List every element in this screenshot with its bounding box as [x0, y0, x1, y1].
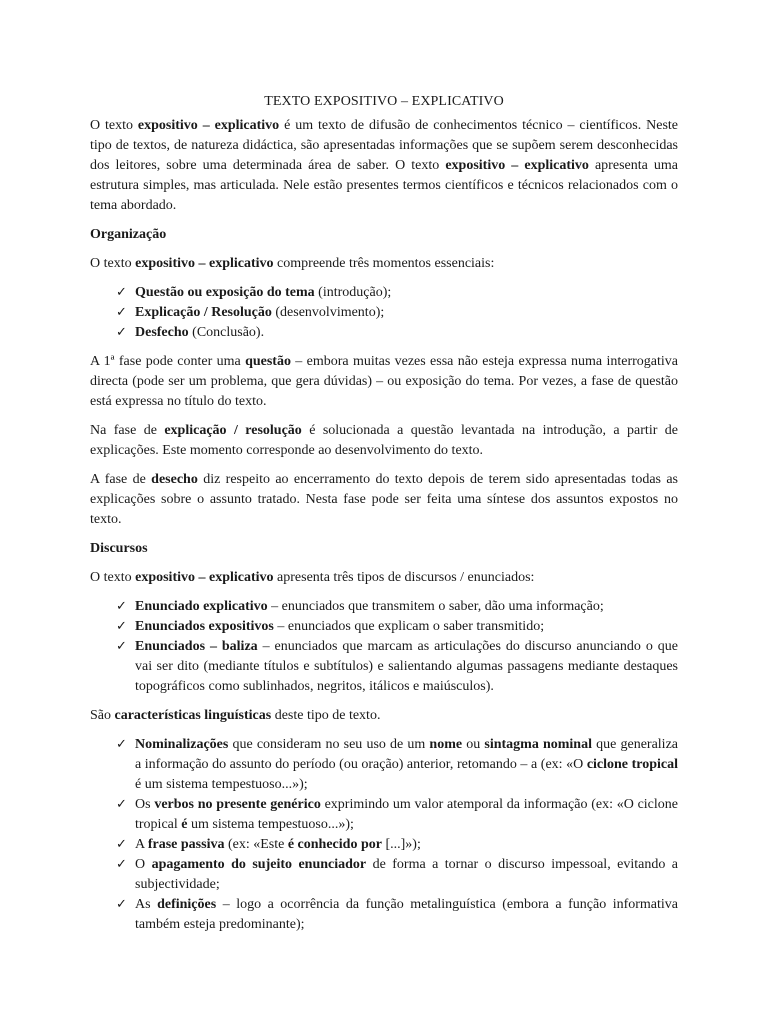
list-item	[90, 637, 678, 697]
text-run: deste tipo de texto.	[271, 708, 381, 723]
bold-term: expositivo – explicativo	[445, 158, 589, 173]
text-run: (desenvolvimento);	[271, 305, 385, 320]
fase1-paragraph	[90, 352, 678, 412]
text-run: – enunciados que explicam o saber transmitido;	[273, 619, 545, 634]
organizacao-list	[90, 283, 678, 343]
bold-term: Desfecho	[135, 325, 189, 340]
fase3-paragraph	[90, 470, 678, 530]
bold-term: Questão ou exposição do tema	[135, 285, 315, 300]
list-item	[90, 323, 678, 343]
bold-term: explicação / resolução	[164, 423, 302, 438]
bold-term: definições	[157, 897, 217, 912]
text-run: A 1ª fase pode conter uma	[90, 354, 246, 369]
text-run: – enunciados que marcam as articulações do discurso anunciando o que vai ser dito (mediante títulos e subtítulos) e salientando algumas passagens mediante destaques topográficos como sublinhados, negritos, itálicos e maiúsculos).	[135, 639, 678, 694]
text-run: é solucionada a questão levantada na introdução, a partir de explicações. Este momento corresponde ao desenvolvimento do texto.	[90, 423, 679, 458]
checkmark-icon: ✓	[116, 857, 127, 872]
bold-term: sintagma nominal	[484, 737, 592, 752]
discursos-lead	[90, 568, 678, 588]
discursos-list	[90, 597, 678, 697]
bold-term: características linguísticas	[114, 708, 272, 723]
text-run: Os	[135, 797, 155, 812]
text-run: A	[135, 837, 148, 852]
caracteristicas-lead	[90, 706, 678, 726]
bold-term: expositivo – explicativo	[135, 256, 274, 271]
text-run: O texto	[90, 256, 136, 271]
text-run: ou	[462, 737, 485, 752]
bold-term: Enunciado explicativo	[135, 599, 268, 614]
intro-paragraph	[90, 116, 678, 216]
checkmark-icon: ✓	[116, 285, 127, 300]
bold-term: é conhecido por	[287, 837, 382, 852]
text-run: – enunciados que transmitem o saber, dão uma informação;	[267, 599, 604, 614]
text-run: As	[135, 897, 158, 912]
list-item	[90, 835, 678, 855]
checkmark-icon: ✓	[116, 599, 127, 614]
section-heading-discursos: Discursos	[90, 541, 148, 556]
list-item	[90, 735, 678, 795]
list-item	[90, 895, 678, 935]
text-run: um sistema tempestuoso...»);	[187, 817, 354, 832]
list-item	[90, 283, 678, 303]
bold-term: frase passiva	[147, 837, 225, 852]
document-title: TEXTO EXPOSITIVO – EXPLICATIVO	[264, 94, 504, 109]
text-run: O	[135, 857, 152, 872]
checkmark-icon: ✓	[116, 325, 127, 340]
text-run: é um sistema tempestuoso...»);	[135, 777, 308, 792]
bold-term: apagamento do sujeito enunciador	[151, 857, 367, 872]
bold-term: Nominalizações	[135, 737, 229, 752]
bold-term: Enunciados expositivos	[135, 619, 274, 634]
caracteristicas-list	[90, 735, 678, 935]
checkmark-icon: ✓	[116, 639, 127, 654]
text-run: Na fase de	[90, 423, 165, 438]
text-run: – embora muitas vezes essa não esteja expressa numa interrogativa directa (pode ser um problema, que gera dúvidas) – ou exposição do tema. Por vezes, a fase de questão está expressa no título do texto.	[90, 354, 678, 409]
bold-term: é	[181, 817, 188, 832]
bold-term: Explicação / Resolução	[135, 305, 272, 320]
text-run: (Conclusão).	[188, 325, 265, 340]
text-run: apresenta uma estrutura simples, mas articulada. Nele estão presentes termos científicos e técnicos relacionados com o tema abordado.	[90, 158, 678, 213]
checkmark-icon: ✓	[116, 797, 127, 812]
text-run: A fase de	[90, 472, 152, 487]
text-run: O texto	[90, 570, 136, 585]
bold-term: expositivo – explicativo	[135, 570, 274, 585]
text-run: exprimindo um valor atemporal da informação (ex: «O ciclone tropical	[135, 797, 678, 832]
list-item	[90, 795, 678, 835]
text-run: diz respeito ao encerramento do texto depois de terem sido apresentadas todas as explicações sobre o assunto tratado. Nesta fase pode ser feita uma síntese dos assuntos expostos no texto.	[90, 472, 678, 527]
bold-term: desecho	[151, 472, 198, 487]
text-run: O texto	[90, 118, 138, 133]
bold-term: questão	[245, 354, 291, 369]
bold-term: verbos no presente genérico	[154, 797, 321, 812]
section-heading-organizacao: Organização	[90, 227, 167, 242]
list-item	[90, 617, 678, 637]
text-run: – logo a ocorrência da função metalinguística (embora a função informativa também esteja predominante);	[135, 897, 679, 932]
text-run: (introdução);	[314, 285, 392, 300]
fase2-paragraph	[90, 421, 678, 461]
checkmark-icon: ✓	[116, 837, 127, 852]
text-run: São	[90, 708, 115, 723]
bold-term: ciclone tropical	[586, 757, 678, 772]
text-run: compreende três momentos essenciais:	[273, 256, 495, 271]
checkmark-icon: ✓	[116, 305, 127, 320]
list-item	[90, 303, 678, 323]
checkmark-icon: ✓	[116, 619, 127, 634]
text-run: (ex: «Este	[224, 837, 288, 852]
text-run: [...]»);	[381, 837, 421, 852]
checkmark-icon: ✓	[116, 897, 127, 912]
bold-term: Enunciados – baliza	[135, 639, 258, 654]
list-item	[90, 855, 678, 895]
organizacao-lead	[90, 254, 678, 274]
text-run: apresenta três tipos de discursos / enunciados:	[273, 570, 535, 585]
text-run: que consideram no seu uso de um	[228, 737, 430, 752]
bold-term: expositivo – explicativo	[137, 118, 280, 133]
checkmark-icon: ✓	[116, 737, 127, 752]
bold-term: nome	[429, 737, 463, 752]
text-run: é um texto de difusão de conhecimentos técnico – científicos. Neste tipo de textos, de natureza didáctica, são apresentadas informações que se supõem serem desconhecidas dos leitores, sobre uma determinada área de saber. O texto	[90, 118, 678, 173]
document-page	[90, 92, 678, 944]
text-run: que generaliza a informação do assunto do período (ou oração) anterior, retomando – a (ex: «O	[135, 737, 678, 772]
text-run: de forma a tornar o discurso impessoal, evitando a subjectividade;	[135, 857, 679, 892]
list-item	[90, 597, 678, 617]
